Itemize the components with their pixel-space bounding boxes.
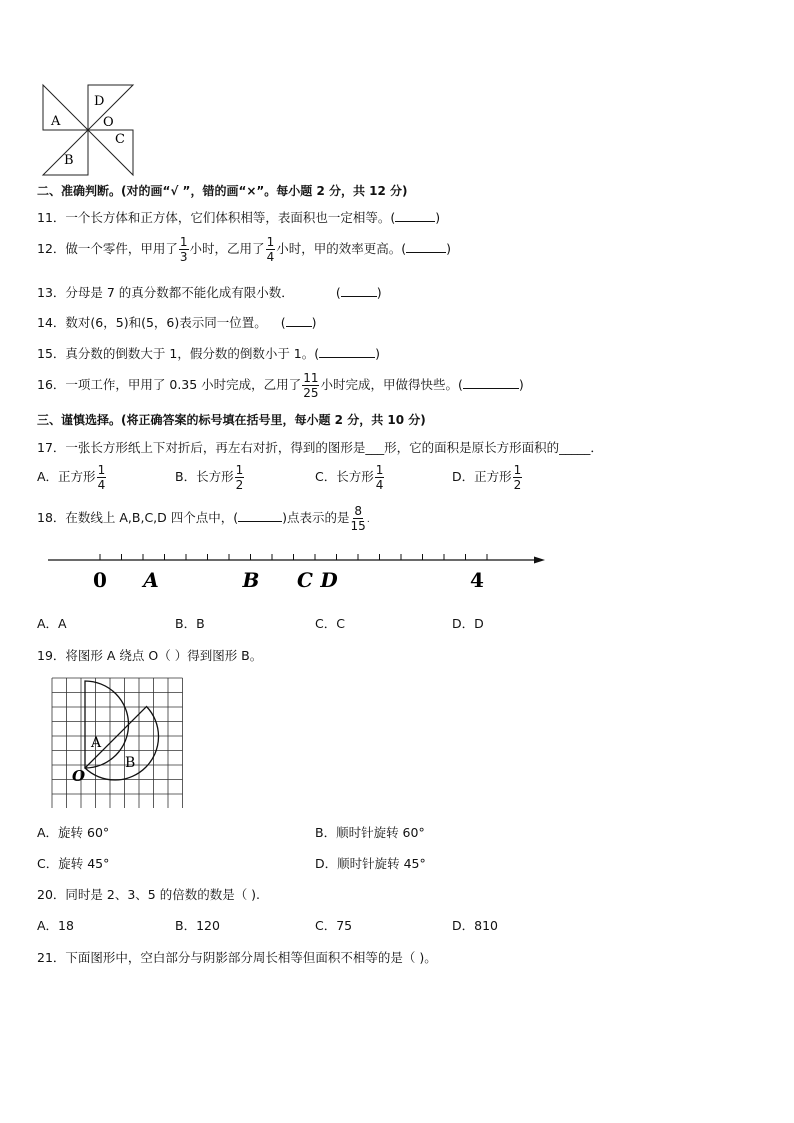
- pinwheel-label-o: O: [103, 115, 114, 130]
- q17-option-d[interactable]: [452, 464, 523, 491]
- axis-label-0: 0: [93, 568, 107, 592]
- rotation-grid-figure: [50, 676, 184, 808]
- q12-answer-blank[interactable]: [406, 241, 446, 253]
- q20-option-b[interactable]: B．120: [175, 918, 220, 933]
- q14-answer-blank[interactable]: [286, 315, 312, 327]
- q17-d-den: 2: [513, 478, 522, 492]
- q18-option-d[interactable]: D．D: [452, 616, 484, 631]
- q18-text-a: 18．在数线上 A,B,C,D 四个点中，(: [37, 510, 239, 525]
- q11-text: 11．一个长方体和正方体，它们体积相等，表面积也一定相等。(: [37, 210, 396, 225]
- question-12: [37, 236, 451, 263]
- q15-close: ): [375, 346, 381, 361]
- q12-close: ): [446, 241, 451, 256]
- q13-answer-blank[interactable]: [341, 285, 377, 297]
- q15-answer-blank[interactable]: [319, 346, 375, 358]
- q19-option-b[interactable]: B．顺时针旋转 60°: [315, 825, 425, 840]
- question-17: 17．一张长方形纸上下对折后，再左右对折，得到的图形是___形，它的面积是原长方形面积的_____．: [37, 440, 603, 455]
- q18-f-den: 15: [350, 519, 366, 533]
- q16-answer-blank[interactable]: [463, 377, 519, 389]
- q18-text-b: )点表示的是: [282, 510, 350, 525]
- section2-title: 二、准确判断。(对的画“√ ”，错的画“×”。每小题 2 分，共 12 分): [37, 184, 408, 198]
- q14-open: (: [280, 315, 286, 330]
- q17-a-num: 1: [97, 463, 106, 477]
- q13-close: ): [376, 285, 382, 300]
- q17-d-num: 1: [513, 463, 522, 477]
- q18-tail: .: [366, 515, 370, 525]
- q17-option-b[interactable]: [175, 464, 245, 491]
- q17-c-num: 1: [375, 463, 384, 477]
- question-16: [37, 372, 524, 399]
- q11-answer-blank[interactable]: [395, 210, 435, 222]
- q19-option-c[interactable]: C．旋转 45°: [37, 856, 110, 871]
- axis-label-c: C: [297, 568, 313, 592]
- q18-f-num: 8: [354, 504, 362, 518]
- q17-option-b-label: B．长方形: [175, 469, 234, 484]
- q17-option-c[interactable]: [315, 464, 385, 491]
- q14-text: 14．数对(6，5)和(5，6)表示同一位置。: [37, 315, 267, 330]
- question-15: [37, 344, 380, 362]
- q17-option-a[interactable]: [37, 464, 107, 491]
- q12-f1-den: 3: [179, 250, 188, 264]
- question-19: 19．将图形 A 绕点 O（ ）得到图形 B。: [37, 648, 263, 663]
- axis-label-b: B: [242, 568, 260, 592]
- q19-option-d[interactable]: D．顺时针旋转 45°: [315, 856, 426, 871]
- q18-fraction: [351, 505, 366, 532]
- grid-label-a: A: [91, 735, 102, 751]
- section3-title: 三、谨慎选择。(将正确答案的标号填在括号里，每小题 2 分，共 10 分): [37, 413, 426, 427]
- pinwheel-label-c: C: [115, 132, 125, 147]
- q16-f-num: 11: [303, 371, 319, 385]
- q12-text-a: 12．做一个零件，甲用了: [37, 241, 178, 256]
- pinwheel-label-d: D: [94, 94, 105, 109]
- question-14: [37, 313, 317, 331]
- q14-close: ): [311, 315, 317, 330]
- pinwheel-figure: [40, 83, 136, 177]
- q20-option-d[interactable]: D．810: [452, 918, 498, 933]
- q17-option-a-fraction: [97, 464, 107, 491]
- q17-c-den: 4: [375, 478, 384, 492]
- q18-option-b[interactable]: B．B: [175, 616, 205, 631]
- q12-text-b: 小时，乙用了: [189, 241, 265, 256]
- q17-a-den: 4: [97, 478, 106, 492]
- q12-text-c: 小时，甲的效率更高。(: [276, 241, 407, 256]
- q12-fraction-2: [266, 236, 276, 263]
- q19-option-a[interactable]: A．旋转 60°: [37, 825, 110, 840]
- q12-f1-num: 1: [179, 235, 188, 249]
- q17-option-c-fraction: [375, 464, 385, 491]
- q16-text-b: 小时完成，甲做得快些。(: [320, 377, 463, 392]
- q12-fraction-1: [179, 236, 189, 263]
- q20-option-a[interactable]: A．18: [37, 918, 74, 933]
- q17-b-num: 1: [235, 463, 244, 477]
- q12-f2-num: 1: [266, 235, 275, 249]
- q11-close: ): [435, 210, 441, 225]
- q20-option-c[interactable]: C．75: [315, 918, 353, 933]
- axis-label-a: A: [143, 568, 159, 592]
- q17-option-b-fraction: [235, 464, 245, 491]
- grid-label-b: B: [125, 755, 136, 771]
- question-11: [37, 208, 440, 226]
- q18-option-a[interactable]: A．A: [37, 616, 67, 631]
- number-line: [40, 548, 550, 596]
- q18-answer-blank[interactable]: [238, 510, 282, 522]
- q16-close: ): [518, 377, 524, 392]
- q13-open: (: [335, 285, 341, 300]
- q15-text: 15．真分数的倒数大于 1，假分数的倒数小于 1。(: [37, 346, 320, 361]
- q16-fraction: [302, 372, 319, 399]
- q12-f2-den: 4: [266, 250, 275, 264]
- axis-label-4: 4: [470, 568, 484, 592]
- question-13: [37, 283, 382, 301]
- grid-label-o: O: [72, 767, 86, 785]
- q16-f-den: 25: [303, 386, 319, 400]
- question-20: 20．同时是 2、3、5 的倍数的数是（ ).: [37, 887, 261, 902]
- q16-text-a: 16．一项工作，甲用了 0.35 小时完成，乙用了: [37, 377, 302, 392]
- q17-option-d-fraction: [513, 464, 523, 491]
- q17-option-d-label: D．正方形: [452, 469, 512, 484]
- q17-b-den: 2: [235, 478, 244, 492]
- pinwheel-label-b: B: [64, 153, 74, 168]
- question-21: 21．下面图形中，空白部分与阴影部分周长相等但面积不相等的是（ )。: [37, 950, 437, 965]
- q17-option-c-label: C．长方形: [315, 469, 374, 484]
- axis-label-d: D: [320, 568, 338, 592]
- pinwheel-label-a: A: [51, 114, 61, 129]
- q18-option-c[interactable]: C．C: [315, 616, 345, 631]
- question-18: [37, 505, 370, 532]
- q17-option-a-label: A．正方形: [37, 469, 96, 484]
- q13-text: 13．分母是 7 的真分数都不能化成有限小数．: [37, 285, 294, 300]
